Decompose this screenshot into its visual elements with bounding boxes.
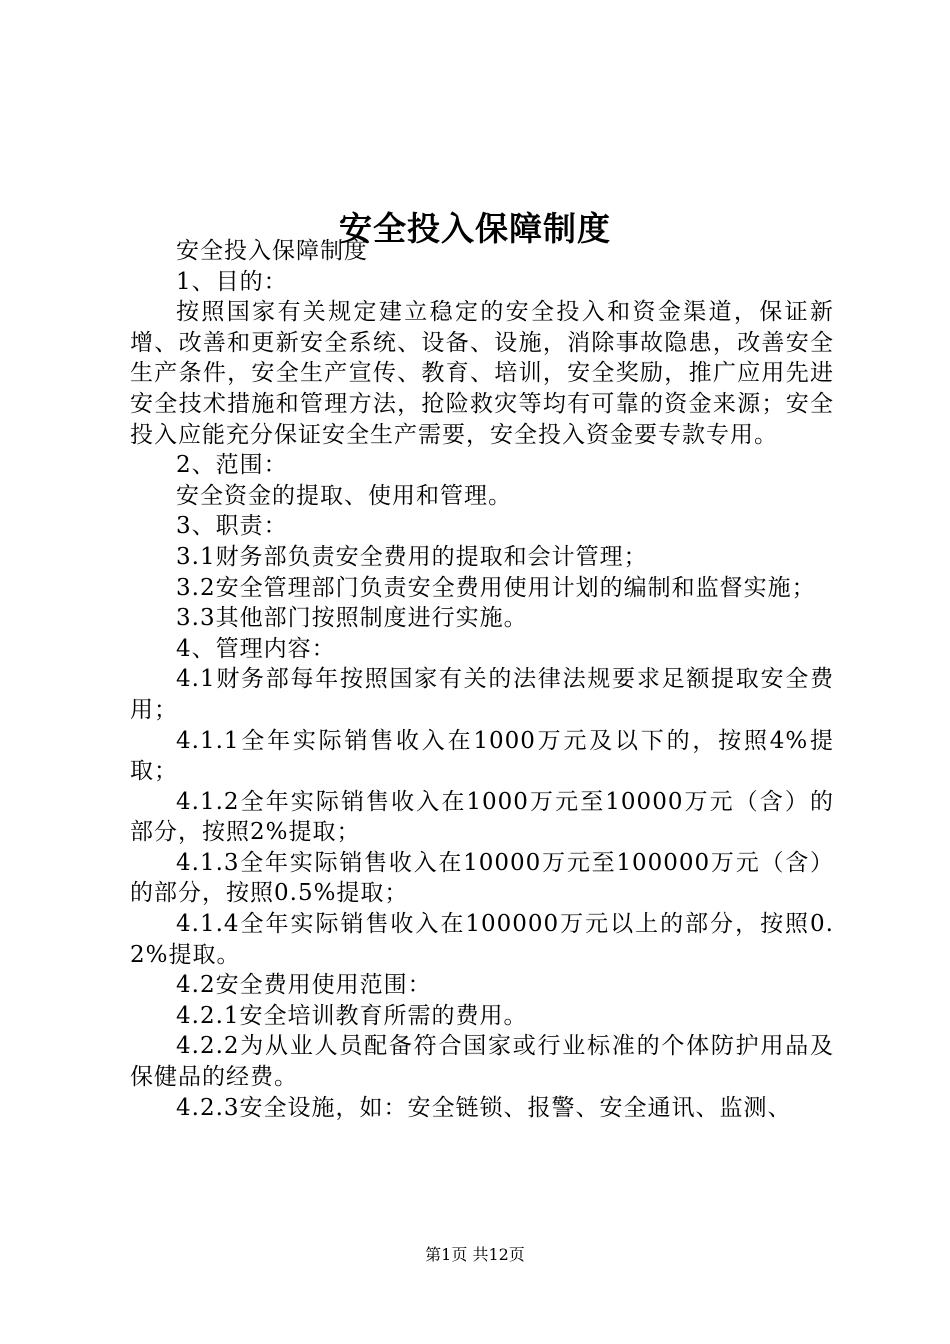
paragraph-item-4-1: 4.1财务部每年按照国家有关的法律法规要求足额提取安全费用； [130, 666, 834, 723]
paragraph-item-4-1-1: 4.1.1全年实际销售收入在1000万元及以下的，按照4%提取； [130, 727, 834, 785]
paragraph-duty-3-3: 3.3其他部门按照制度进行实施。 [176, 605, 528, 632]
paragraph-duty-3-2: 3.2安全管理部门负责安全费用使用计划的编制和监督实施； [176, 574, 816, 601]
page-number-label: 第1页 共12页 [425, 1245, 525, 1264]
paragraph-management-heading: 4、管理内容： [176, 635, 336, 662]
paragraph-duties-heading: 3、职责： [176, 513, 288, 540]
paragraph-purpose-heading: 1、目的： [176, 268, 288, 295]
paragraph-scope-body: 安全资金的提取、使用和管理。 [176, 482, 512, 509]
paragraph-scope-heading: 2、范围： [176, 452, 288, 479]
document-body [130, 236, 834, 1123]
paragraph-heading: 安全投入保障制度 [176, 238, 368, 264]
paragraph-item-4-2: 4.2安全费用使用范围： [176, 972, 432, 999]
paragraph-duty-3-1: 3.1财务部负责安全费用的提取和会计管理； [176, 543, 648, 570]
paragraph-item-4-1-3: 4.1.3全年实际销售收入在10000万元至100000万元（含）的部分，按照0.5%提取； [130, 849, 834, 907]
paragraph-item-4-2-2: 4.2.2为从业人员配备符合国家或行业标准的个体防护用品及保健品的经费。 [130, 1033, 834, 1091]
document-title: 安全投入保障制度 [339, 209, 611, 249]
paragraph-item-4-1-4: 4.1.4全年实际销售收入在100000万元以上的部分，按照0.2%提取。 [130, 911, 834, 968]
paragraph-item-4-1-2: 4.1.2全年实际销售收入在1000万元至10000万元（含）的部分，按照2%提取； [130, 788, 834, 846]
paragraph-item-4-2-1: 4.2.1安全培训教育所需的费用。 [176, 1002, 528, 1029]
paragraph-item-4-2-3: 4.2.3安全设施，如：安全链锁、报警、安全通讯、监测、 [176, 1094, 792, 1121]
paragraph-purpose-body: 按照国家有关规定建立稳定的安全投入和资金渠道，保证新增、改善和更新安全系统、设备、设施，消除事故隐患，改善安全生产条件，安全生产宣传、教育、培训，安全奖励，推广应用先进安全技术措施和管理方法，抢险救灾等均有可靠的资金来源；安全投入应能充分保证安全生产需要，安全投入资金要专款专用。 [130, 299, 834, 448]
page-footer [0, 1243, 950, 1267]
